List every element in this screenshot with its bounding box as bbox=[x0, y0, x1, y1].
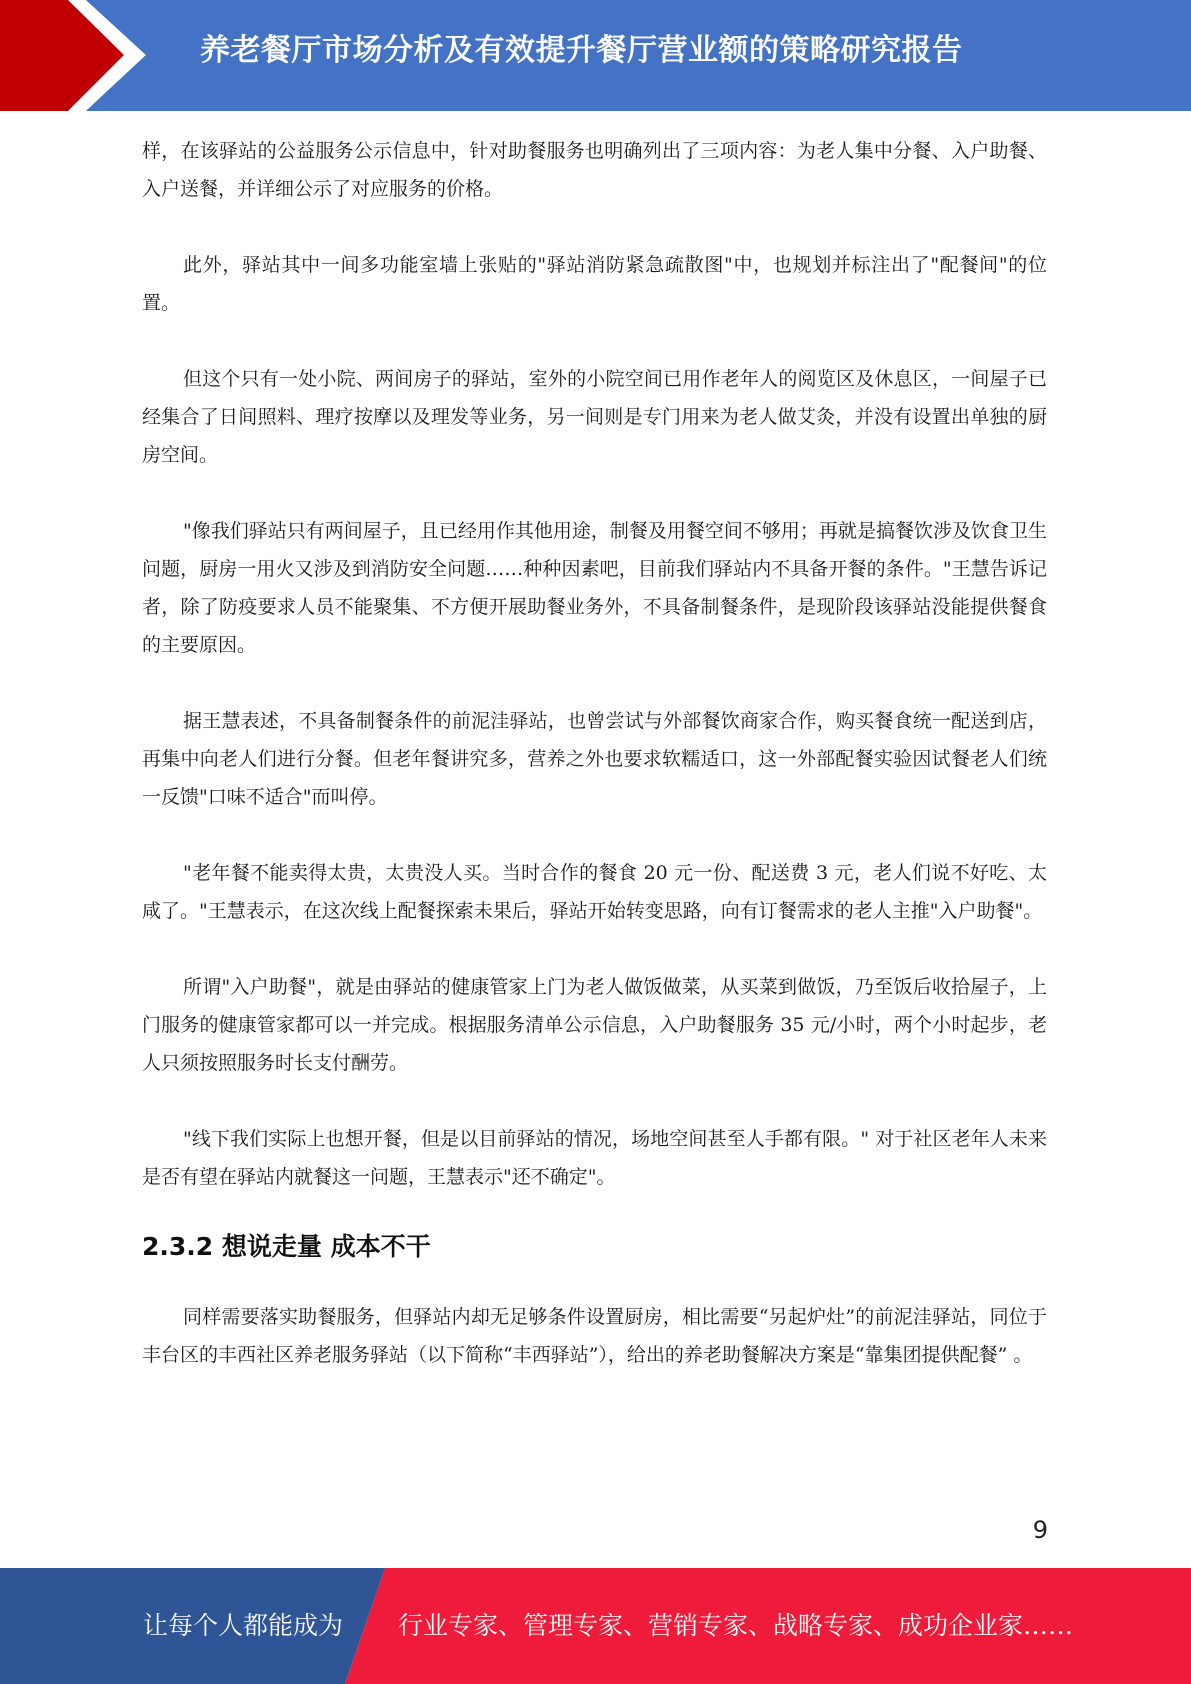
section-paragraph: 同样需要落实助餐服务，但驿站内却无足够条件设置厨房，相比需要“另起炉灶”的前泥洼驿站，同位于丰台区的丰西社区养老服务驿站（以下简称“丰西驿站”），给出的养老助餐解决方案是“靠集团提供配餐” 。 bbox=[142, 1306, 1047, 1366]
body-paragraph-8: "线下我们实际上也想开餐，但是以目前驿站的情况，场地空间甚至人手都有限。" 对于社区老年人未来是否有望在驿站内就餐这一问题，王慧表示"还不确定"。 bbox=[142, 1128, 1047, 1188]
body-paragraph-4: "像我们驿站只有两间屋子，且已经用作其他用途，制餐及用餐空间不够用；再就是搞餐饮涉及饮食卫生问题，厨房一用火又涉及到消防安全问题……种种因素吧，目前我们驿站内不具备开餐的条件。"王慧告诉记者，除了防疫要求人员不能聚集、不方便开展助餐业务外，不具备制餐条件，是现阶段该驿站没能提供餐食的主要原因。 bbox=[142, 520, 1047, 656]
body-paragraph-1: 样，在该驿站的公益服务公示信息中，针对助餐服务也明确列出了三项内容：为老人集中分餐、入户助餐、入户送餐，并详细公示了对应服务的价格。 bbox=[142, 140, 1047, 200]
body-paragraph-7: 所谓"入户助餐"，就是由驿站的健康管家上门为老人做饭做菜，从买菜到做饭，乃至饭后收拾屋子，上门服务的健康管家都可以一并完成。根据服务清单公示信息，入户助餐服务 35 元/小时，两个小时起步，老人只须按照服务时长支付酬劳。 bbox=[142, 976, 1047, 1074]
section-heading: 2.3.2 想说走量 成本不干 bbox=[142, 1232, 431, 1261]
footer-slogan-left: 让每个人都能成为 bbox=[143, 1611, 344, 1640]
report-title: 养老餐厅市场分析及有效提升餐厅营业额的策略研究报告 bbox=[200, 33, 963, 68]
body-paragraph-3: 但这个只有一处小院、两间房子的驿站，室外的小院空间已用作老年人的阅览区及休息区，一间屋子已经集合了日间照料、理疗按摩以及理发等业务，另一间则是专门用来为老人做艾灸，并没有设置出单独的厨房空间。 bbox=[142, 368, 1047, 466]
body-paragraph-2: 此外，驿站其中一间多功能室墙上张贴的"驿站消防紧急疏散图"中，也规划并标注出了"配餐间"的位置。 bbox=[142, 254, 1047, 314]
page-number: 9 bbox=[1032, 1516, 1048, 1544]
page-header bbox=[0, 0, 1191, 111]
main-content bbox=[142, 132, 1047, 1412]
body-paragraph-6: "老年餐不能卖得太贵，太贵没人买。当时合作的餐食 20 元一份、配送费 3 元，老人们说不好吃、太咸了。"王慧表示，在这次线上配餐探索未果后，驿站开始转变思路，向有订餐需求的老人主推"入户助餐"。 bbox=[142, 862, 1047, 922]
header-arrow-decoration bbox=[0, 0, 160, 111]
footer-slogan-right: 行业专家、管理专家、营销专家、战略专家、成功企业家…… bbox=[398, 1611, 1074, 1640]
page-footer bbox=[0, 1568, 1191, 1684]
body-paragraph-5: 据王慧表述，不具备制餐条件的前泥洼驿站，也曾尝试与外部餐饮商家合作，购买餐食统一配送到店，再集中向老人们进行分餐。但老年餐讲究多，营养之外也要求软糯适口，这一外部配餐实验因试餐老人们统一反馈"口味不适合"而叫停。 bbox=[142, 710, 1047, 808]
